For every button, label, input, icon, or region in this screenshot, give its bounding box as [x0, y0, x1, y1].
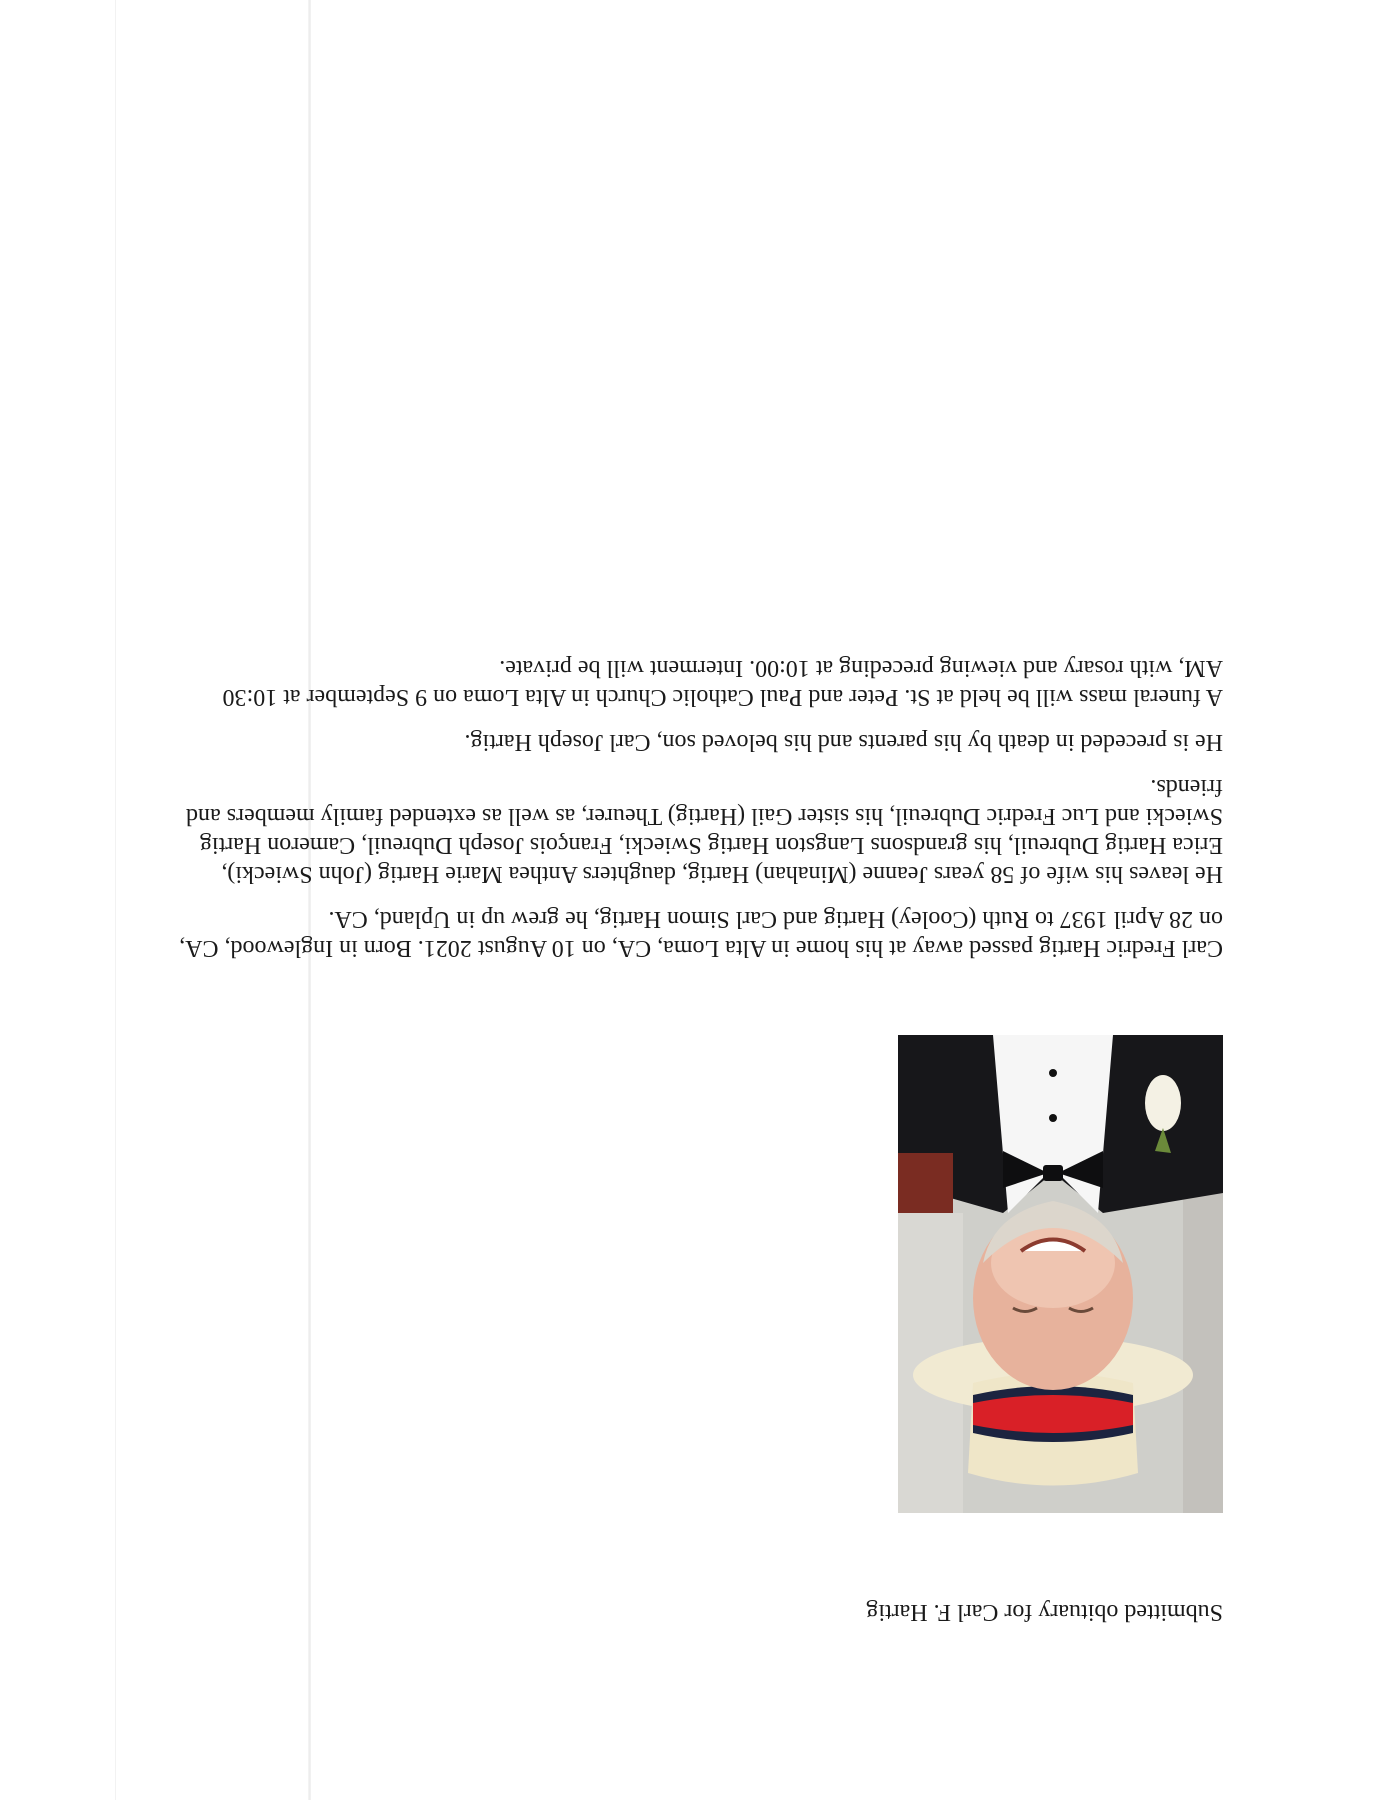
scan-edge-line — [115, 0, 116, 1800]
obituary-body — [178, 637, 1223, 962]
paragraph-survivors: He leaves his wife of 58 years Jeanne (Minahan) Hartig, daughters Anthea Marie Hartig (John Swiecki), Erica Hartig Dubreuil, his grandsons Langston Hartig Swiecki, François Joseph Dubreuil, Cameron Hartig Swiecki and Luc Fredric Dubreuil, his sister Gail (Hartig) Theurer, as well as extended family members and friends. — [186, 774, 1223, 887]
paragraph-funeral: A funeral mass will be held at St. Peter and Paul Catholic Church in Alta Loma on 9 September at 10:30 AM, with rosary and viewing preceding at 10:00. Interment will be private. — [222, 655, 1223, 710]
page-title: Submitted obituary for Carl F. Hartig — [866, 1599, 1223, 1625]
portrait-illustration — [898, 1035, 1223, 1513]
portrait-photo — [898, 1035, 1223, 1513]
paragraph-preceded: He is preceded in death by his parents and his beloved son, Carl Joseph Hartig. — [464, 729, 1223, 755]
paragraph-birth: Carl Fredric Hartig passed away at his home in Alta Loma, CA, on 10 August 2021. Born in Inglewood, CA, on 28 April 1937 to Ruth (Cooley) Hartig and Carl Simon Hartig, he grew up in Upland, CA. — [179, 906, 1223, 961]
